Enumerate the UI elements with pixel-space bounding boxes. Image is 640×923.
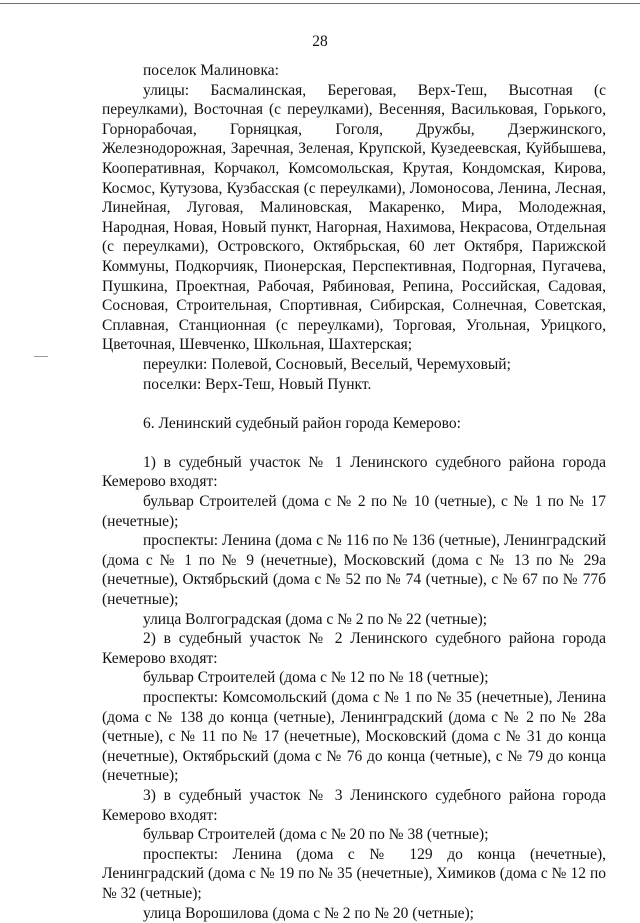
paragraph-settlement-heading: поселок Малиновка: [143, 62, 279, 79]
paragraph-section-2-boulevard: бульвар Строителей (дома с № 12 по № 18 (четные); [143, 669, 489, 687]
paragraph-settlements-list: поселки: Верх-Теш, Новый Пункт. [143, 375, 372, 393]
paragraph-section-3-street: улица Ворошилова (дома с № 2 по № 20 (четные); [143, 904, 474, 922]
page-number: 28 [312, 33, 328, 50]
paragraph-section-3-avenues: проспекты: Ленина (дома с № 129 до конца (нечетные), Ленинградский (дома с № 19 по № 35 (нечетные), Химиков (дома с № 12 по № 32 (четные); [102, 845, 606, 902]
margin-mark [34, 356, 48, 357]
paragraph-lanes-list: переулки: Полевой, Сосновый, Веселый, Черемуховый; [143, 355, 511, 373]
paragraph-court-section-3: 3) в судебный участок № 3 Ленинского судебного района города Кемерово входят: [102, 786, 606, 824]
section-heading-leninsky-district: 6. Ленинский судебный район города Кемерово: [143, 414, 461, 432]
paragraph-court-section-2: 2) в судебный участок № 2 Ленинского судебного района города Кемерово входят: [102, 630, 606, 667]
paragraph-section-1-boulevard: бульвар Строителей (дома с № 2 по № 10 (четные), с № 1 по № 17 (нечетные); [102, 493, 606, 530]
paragraph-section-1-avenues: проспекты: Ленина (дома с № 116 по № 136 (четные), Ленинградский (дома с № 1 по № 9 (нечетные), Московский (дома с № 13 по № 29а (нечетные), Октябрьский (дома с № 52 по № 74 (четные), с № 67 по № 77б (нечетные); [102, 532, 606, 609]
paragraph-section-1-street: улица Волгоградская (дома с № 2 по № 22 (четные); [143, 610, 488, 628]
paragraph-court-section-1: 1) в судебный участок № 1 Ленинского судебного района города Кемерово входят: [102, 453, 606, 491]
paragraph-streets-list: улицы: Басмалинская, Береговая, Верх-Теш, Высотная (с переулками), Восточная (с переулками), Весенняя, Васильковая, Горького, Горнорабочая, Горняцкая, Гоголя, Дружбы, Дзержинского, Железнодорожная, Заречная, Зеленая, Крупской, Кузедеевская, Куйбышева, Кооперативная, Корчакол, Комсомольская, Крутая, Кондомская, Кирова, Космос, Кутузова, Кузбасская (с переулками), Ломоносова, Ленина, Лесная, Линейная, Луговая, Малиновская, Макаренко, Мира, Молодежная, Народная, Новая, Новый пункт, Нагорная, Нахимова, Некрасова, Отдельная (с переулками), Островского, Октябрьская, 60 лет Октября, Парижской Коммуны, Подкорчияк, Пионерская, Перспективная, Подгорная, Пугачева, Пушкина, Проектная, Рабочая, Рябиновая, Репина, Российская, Садовая, Сосновая, Строительная, Спортивная, Сибирская, Солнечная, Советская, Сплавная, Станционная (с переулками), Торговая, Угольная, Урицкого, Цветочная, Шевченко, Школьная, Шахтерская; [102, 81, 606, 354]
paragraph-section-3-boulevard: бульвар Строителей (дома с № 20 по № 38 (четные); [143, 826, 489, 844]
paragraph-section-2-avenues: проспекты: Комсомольский (дома с № 1 по № 35 (нечетные), Ленина (дома с № 138 до конца (четные), Ленинградский (дома с № 2 по № 28а (четные), с № 11 по № 17 (нечетные), Московский (дома с № 31 до конца (нечетные), Октябрьский (дома с № 76 до конца (четные), с № 79 до конца (нечетные); [102, 689, 606, 785]
document-body [102, 61, 606, 923]
top-border-line [0, 3, 640, 4]
